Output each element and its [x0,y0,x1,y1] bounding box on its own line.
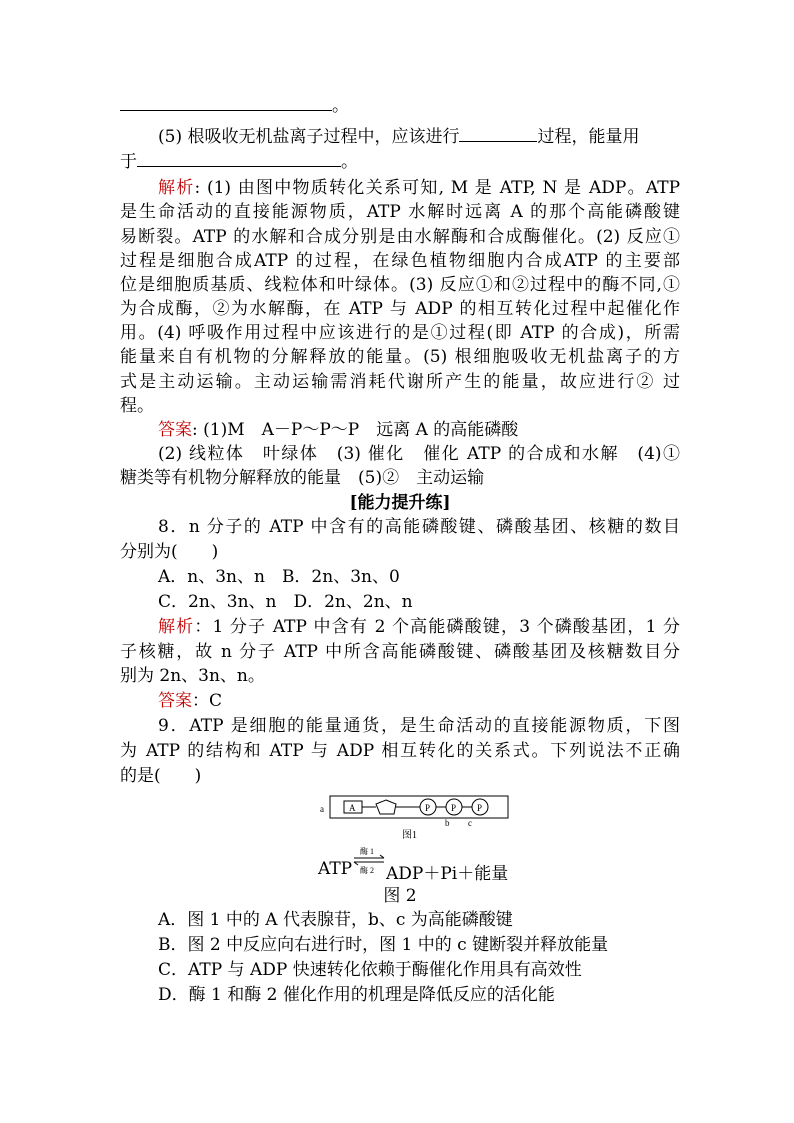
answer-line: 糖类等有机物分解释放的能量 (5)② 主动运输 [120,468,485,488]
option-line: A．n、3n、n B．2n、3n、0 [158,567,400,587]
svg-text:P: P [477,803,483,813]
question-9: 为 ATP 的结构和 ATP 与 ADP 相互转化的关系式。下列说法不正确 [120,741,680,761]
analysis-label: 解析 [158,617,195,637]
answer-label: 答案 [158,691,192,711]
analysis-line: 能量来自有机物的分解释放的能量。(5) 根细胞吸收无机盐离子的方 [120,347,680,367]
svg-text:酶 1: 酶 1 [360,847,374,856]
question-9: 9．ATP 是细胞的能量通货，是生命活动的直接能源物质，下图 [158,716,680,736]
fig1-label-a: a [320,804,324,814]
svg-text:P: P [425,803,431,813]
answer-line: (2) 线粒体 叶绿体 (3) 催化 催化 ATP 的合成和水解 (4)① [158,444,680,464]
analysis-line: 解析: (1) 由图中物质转化关系可知, M 是 ATP, N 是 ADP。ATP [158,178,681,198]
question-9: 的是( ) [120,766,202,786]
answer-line: 答案: (1)M A－P～P～P 远离 A 的高能磷酸 [158,420,519,440]
analysis-line: 易断裂。ATP 的水解和合成分别是由水解酶和合成酶催化。(2) 反应① [120,227,680,247]
atp-structure-figure [318,792,514,846]
blank [137,148,341,167]
analysis-line: 用。(4) 呼吸作用过程中应该进行的是①过程(即 ATP 的合成)，所需 [120,323,680,343]
analysis-line: 式是主动运输。主动运输需消耗代谢所产生的能量，故应进行② 过 [120,372,680,392]
fig1-label-c: c [468,818,472,828]
analysis-line: 为合成酶，②为水解酶，在 ATP 与 ADP 的相互转化过程中起催化作 [120,299,680,319]
svg-text:酶 2: 酶 2 [360,866,374,875]
question-7-part5: (5) 根吸收无机盐离子过程中，应该进行 过程，能量用 [158,123,680,149]
answer-line-1: 。 [120,92,680,118]
option-line: D．酶 1 和酶 2 催化作用的机理是降低反应的活化能 [158,985,555,1005]
option-line: A．图 1 中的 A 代表腺苷，b、c 为高能磷酸键 [158,910,513,930]
equation-right: ADP＋Pi＋能量 [386,864,509,884]
answer-line: 答案：C [158,691,223,711]
option-line: C．ATP 与 ADP 快速转化依赖于酶催化作用具有高效性 [158,960,582,980]
fig1-caption: 图1 [402,830,417,841]
section-title: [能力提升练] [349,493,451,513]
analysis-line: 程。 [120,396,154,416]
analysis-line: 解析：1 分子 ATP 中含有 2 个高能磷酸键，3 个磷酸基团，1 分 [158,617,680,637]
svg-text:P: P [451,803,457,813]
fig1-label-b: b [445,818,450,828]
analysis-label: 解析 [158,178,195,198]
question-7-part5-cont: 于 。 [120,148,680,174]
option-line: C．2n、3n、n D．2n、2n、n [158,592,413,612]
equation-left: ATP [318,859,353,879]
fig2-caption: 图 2 [383,886,417,906]
analysis-line: 子核糖，故 n 分子 ATP 中所含高能磷酸键、磷酸基团及核糖数目分 [120,642,680,662]
analysis-line: 别为 2n、3n、n。 [120,666,265,686]
option-line: B．图 2 中反应向右进行时，图 1 中的 c 键断裂并释放能量 [158,935,609,955]
blank [459,123,537,142]
analysis-line: 位是细胞质基质、线粒体和叶绿体。(3) 反应①和②过程中的酶不同,① [120,275,680,295]
ribose-pentagon [376,800,396,814]
analysis-line: 过程是细胞合成ATP 的过程，在绿色植物细胞内合成ATP 的主要部 [120,251,680,271]
reversible-arrow [352,846,386,876]
blank [120,92,332,111]
answer-label: 答案 [158,420,192,440]
question-8: 8．n 分子的 ATP 中含有的高能磷酸键、磷酸基团、核糖的数目 [158,517,680,537]
adenine-label: A [349,803,356,813]
analysis-line: 是生命活动的直接能源物质，ATP 水解时远离 A 的那个高能磷酸键 [120,202,680,222]
question-8: 分别为( ) [120,542,219,562]
